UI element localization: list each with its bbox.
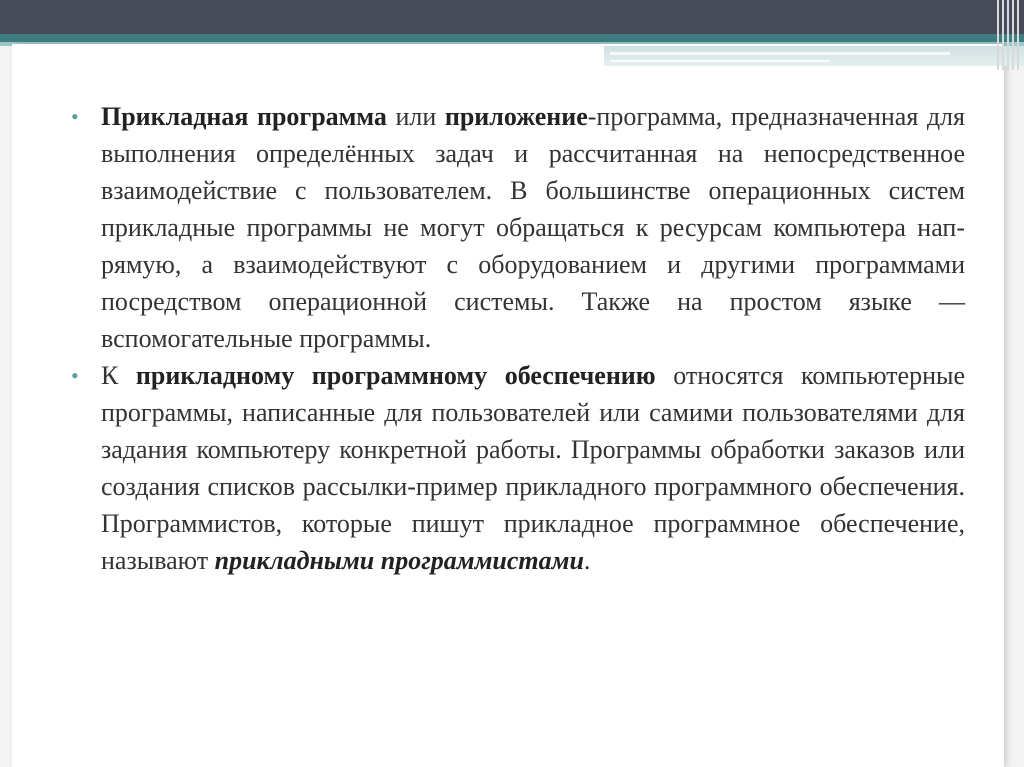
term-bold: приложение bbox=[444, 102, 588, 131]
bullet-text: К bbox=[101, 361, 136, 390]
bullet-item bbox=[71, 98, 965, 357]
header-vertical-lines bbox=[997, 0, 1024, 70]
bullet-item bbox=[71, 357, 965, 579]
term-bold: прикладному программному обеспечению bbox=[135, 361, 656, 390]
slide-body bbox=[71, 98, 965, 579]
header-stripe bbox=[0, 34, 1024, 42]
bullet-text: . bbox=[583, 546, 591, 575]
header-decoration-line bbox=[610, 52, 950, 55]
header-decoration bbox=[604, 46, 1024, 66]
bullet-text: -программа, предназначенная для выполнения определённых задач и рассчитанная на непосредственное взаимодействие с пользователем. В большинстве операционных систем прикладные программы не могут обращаться к ресурсам компьютера напрямую, а взаимодействуют с оборудованием и другими программами посредством операционной системы. Также на простом языке — вспомогательные программы. bbox=[101, 102, 965, 353]
bullet-text: относятся компьютерные программы, написанные для пользователей или самими пользователями для задания компьютеру конкретной работы. Программы обработки заказов или создания списков рассылки-пример прикладного программного обеспечения. Программистов, которые пишут прикладное программное обеспечение, называют bbox=[101, 361, 965, 575]
bullet-icon: • bbox=[71, 104, 79, 129]
bullet-icon: • bbox=[71, 363, 79, 388]
header-bar bbox=[0, 0, 1024, 34]
term-bold: Прикладная программа bbox=[101, 102, 387, 131]
term-bold-italic: прикладными программистами bbox=[214, 546, 584, 575]
bullet-text: или bbox=[386, 102, 445, 131]
header-decoration-line bbox=[610, 60, 830, 62]
